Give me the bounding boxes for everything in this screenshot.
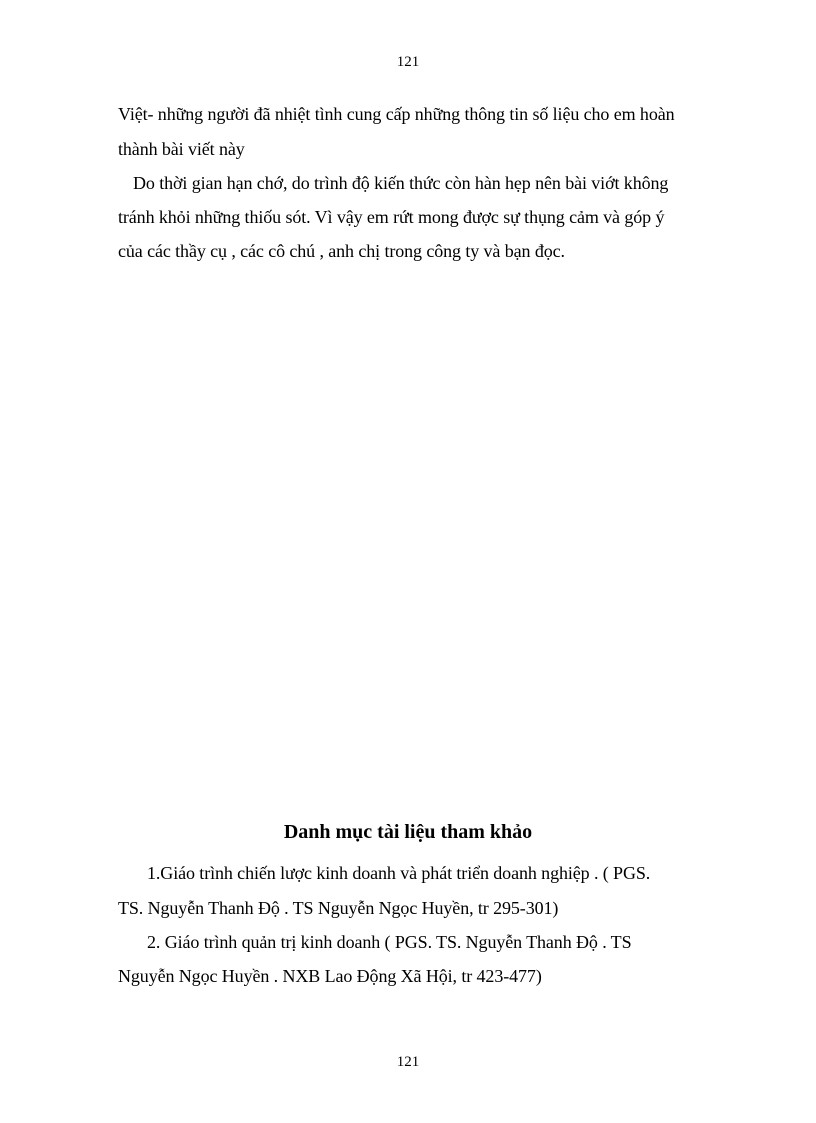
body-line: của các thầy cụ , các cô chú , anh chị trong công ty và bạn đọc.	[118, 241, 565, 261]
body-line: thành bài viết này	[118, 139, 245, 159]
reference-line: Nguyễn Ngọc Huyền . NXB Lao Động Xã Hội, tr 423-477)	[118, 966, 542, 986]
body-line: tránh khỏi những thiốu sót. Vì vậy em rứt mong được sự thụng cảm và góp ý	[118, 207, 665, 227]
page-number-top: 121	[396, 54, 420, 70]
body-line: Việt- những người đã nhiệt tình cung cấp những thông tin số liệu cho em hoàn	[118, 104, 675, 124]
body-line: Do thời gian hạn chớ, do trình độ kiến thức còn hàn hẹp nên bài viớt không	[133, 173, 669, 193]
references-heading: Danh mục tài liệu tham khảo	[283, 821, 533, 843]
page-number-bottom: 121	[396, 1054, 420, 1070]
reference-line: TS. Nguyễn Thanh Độ . TS Nguyễn Ngọc Huyền, tr 295-301)	[118, 898, 559, 918]
reference-line: 2. Giáo trình quản trị kinh doanh ( PGS. TS. Nguyễn Thanh Độ . TS	[147, 932, 632, 952]
reference-line: 1.Giáo trình chiến lược kinh doanh và phát triển doanh nghiệp . ( PGS.	[147, 863, 651, 883]
